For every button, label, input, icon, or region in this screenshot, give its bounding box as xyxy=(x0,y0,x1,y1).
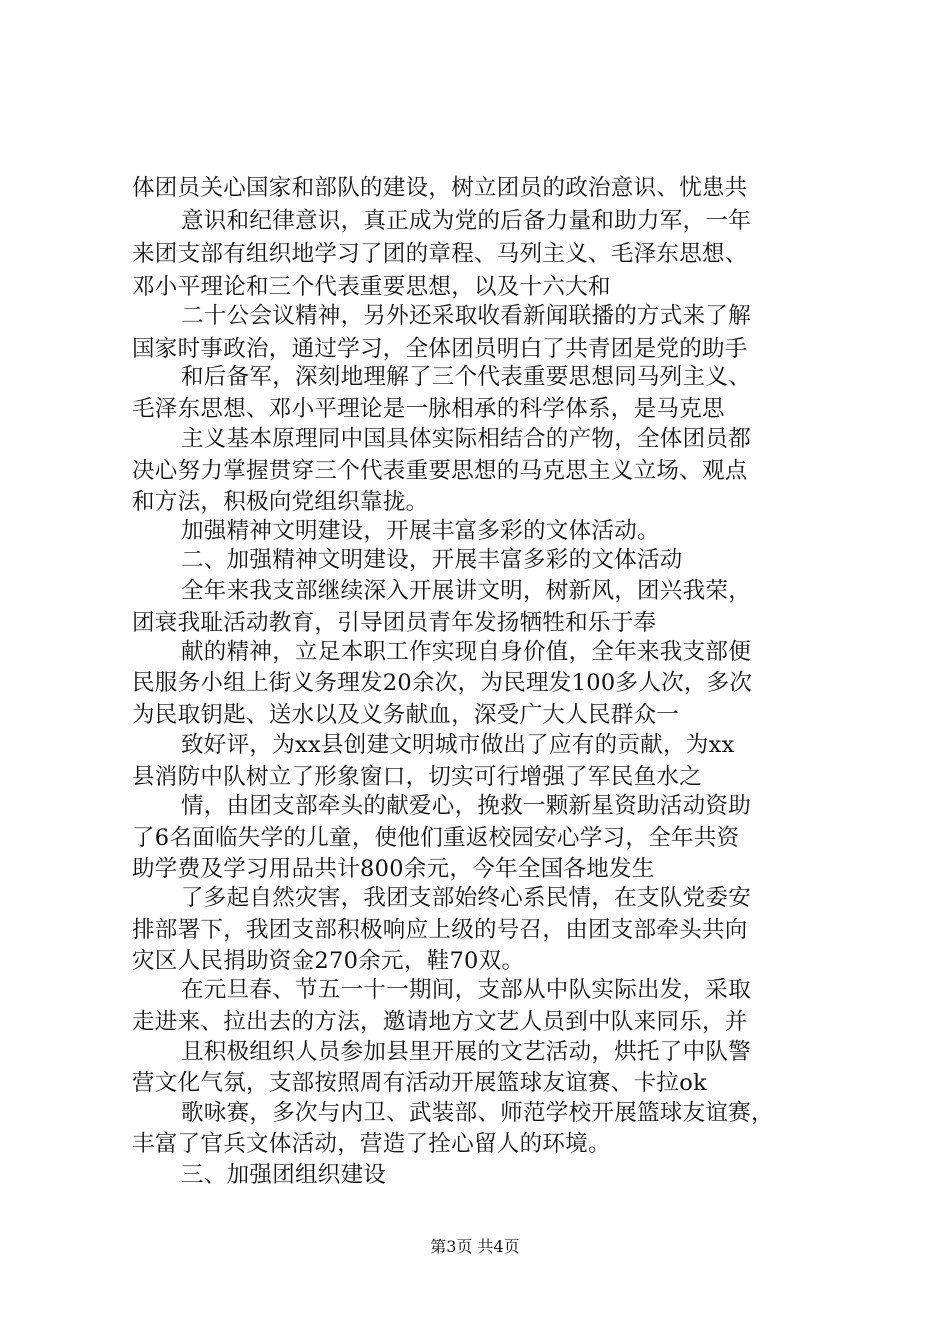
body-line-27: 在元旦春、节五一十一期间，支部从中队实际出发，采取 xyxy=(181,977,752,1003)
body-line-3: 来团支部有组织地学习了团的章程、马列主义、毛泽东思想、 xyxy=(132,241,748,267)
section-heading-2: 二、加强精神文明建设，开展丰富多彩的文体活动 xyxy=(181,547,683,573)
body-line-29: 且积极组织人员参加县里开展的文艺活动，烘托了中队警 xyxy=(181,1039,752,1065)
body-line-24: 了多起自然灾害，我团支部始终心系民情，在支队党委安 xyxy=(181,885,752,911)
body-line-30: 营文化气氛，支部按照周有活动开展篮球友谊赛、卡拉ok xyxy=(132,1070,707,1096)
body-line-26: 灾区人民捐助资金270余元，鞋70双。 xyxy=(132,948,525,974)
body-line-6: 国家时事政治，通过学习，全体团员明白了共青团是党的助手 xyxy=(132,336,748,362)
body-line-12: 加强精神文明建设，开展丰富多彩的文体活动。 xyxy=(181,518,660,544)
body-line-7: 和后备军，深刻地理解了三个代表重要思想同马列主义、 xyxy=(181,364,752,390)
body-line-20: 县消防中队树立了形象窗口，切实可行增强了军民鱼水之 xyxy=(132,764,703,790)
body-line-10: 决心努力掌握贯穿三个代表重要思想的马克思主义立场、观点 xyxy=(132,458,748,484)
body-line-32: 丰富了官兵文体活动，营造了拴心留人的环境。 xyxy=(132,1131,611,1157)
body-line-9: 主义基本原理同中国具体实际相结合的产物，全体团员都 xyxy=(181,426,752,452)
body-line-1: 体团员关心国家和部队的建设，树立团员的政治意识、忧患共 xyxy=(132,175,748,201)
body-line-22: 了6名面临失学的儿童，使他们重返校园安心学习，全年共资 xyxy=(132,825,740,851)
body-line-2: 意识和纪律意识，真正成为党的后备力量和助力军，一年 xyxy=(181,208,752,234)
body-line-21: 情，由团支部牵头的献爱心，挽救一颗新星资助活动资助 xyxy=(181,793,752,819)
body-line-31: 歌咏赛，多次与内卫、武装部、师范学校开展篮球友谊赛， xyxy=(181,1100,774,1126)
page-number-footer: 第3页 共4页 xyxy=(430,1237,520,1256)
body-line-14: 全年来我支部继续深入开展讲文明，树新风，团兴我荣， xyxy=(181,578,752,604)
body-line-16: 献的精神，立足本职工作实现自身价值，全年来我支部便 xyxy=(181,639,752,665)
body-line-28: 走进来、拉出去的方法，邀请地方文艺人员到中队来同乐，并 xyxy=(132,1009,748,1035)
body-line-11: 和方法，积极向党组织靠拢。 xyxy=(132,489,429,515)
body-line-4: 邓小平理论和三个代表重要思想，以及十六大和 xyxy=(132,274,611,300)
body-line-25: 排部署下，我团支部积极响应上级的号召，由团支部牵头共向 xyxy=(132,917,748,943)
body-line-19: 致好评，为xx县创建文明城市做出了应有的贡献，为xx xyxy=(181,732,735,758)
body-line-17: 民服务小组上街义务理发20余次，为民理发100多人次，多次 xyxy=(132,670,753,696)
body-line-5: 二十公会议精神，另外还采取收看新闻联播的方式来了解 xyxy=(181,303,752,329)
section-heading-3: 三、加强团组织建设 xyxy=(181,1162,387,1188)
body-line-15: 团衰我耻活动教育，引导团员青年发扬牺牲和乐于奉 xyxy=(132,610,657,636)
body-line-8: 毛泽东思想、邓小平理论是一脉相承的科学体系，是马克思 xyxy=(132,396,725,422)
body-line-18: 为民取钥匙、送水以及义务献血，深受广大人民群众一 xyxy=(132,702,680,728)
body-line-23: 助学费及学习用品共计800余元，今年全国各地发生 xyxy=(132,856,655,882)
